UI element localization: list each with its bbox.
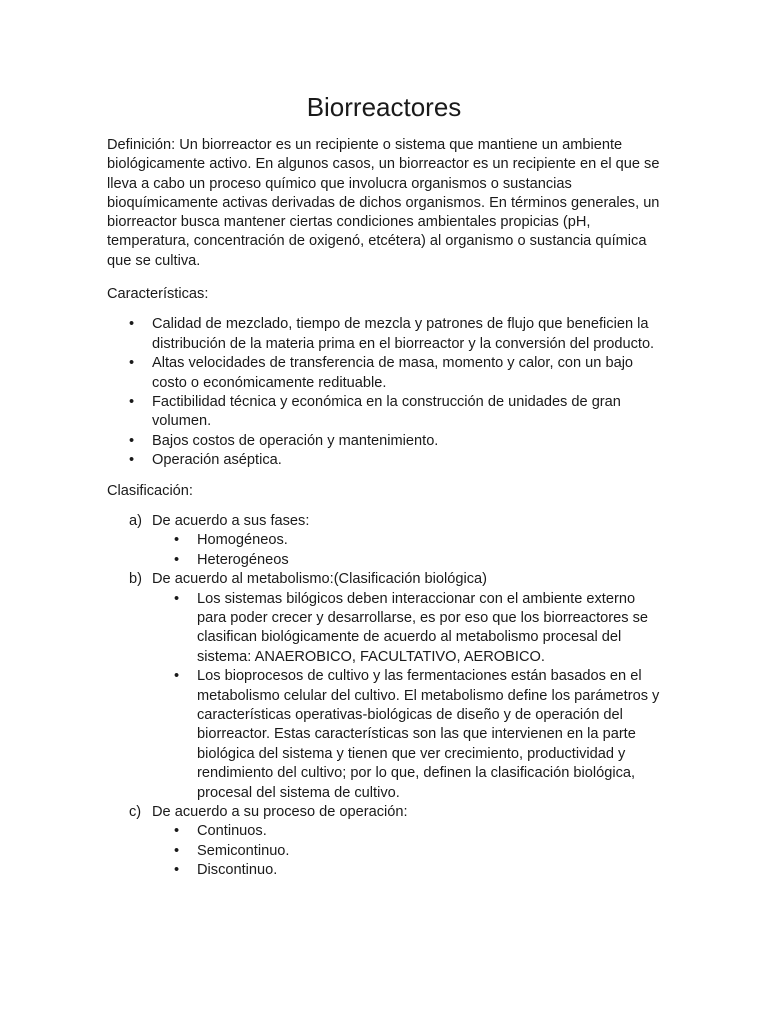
list-item: • Bajos costos de operación y mantenimiento. (107, 432, 667, 451)
sub-list (152, 590, 667, 803)
list-item: • Homogéneos. (152, 531, 667, 550)
document-body (107, 136, 667, 881)
list-marker: a) (129, 512, 142, 529)
list-item: • Factibilidad técnica y económica en la construcción de unidades de gran volumen. (107, 393, 667, 432)
characteristics-heading: Características: (107, 286, 209, 303)
list-item: • Altas velocidades de transferencia de masa, momento y calor, con un bajo costo o económicamente redituable. (107, 354, 667, 393)
classification-heading: Clasificación: (107, 482, 193, 499)
list-item: • Discontinuo. (152, 861, 667, 880)
list-marker: b) (129, 571, 142, 588)
list-item: • Operación aséptica. (107, 451, 667, 470)
list-item: • Calidad de mezclado, tiempo de mezcla y patrones de flujo que beneficien la distribución de la materia prima en el biorreactor y la conversión del producto. (107, 315, 667, 354)
classification-list (107, 512, 667, 881)
group-label: De acuerdo al metabolismo:(Clasificación biológica) (152, 571, 488, 588)
sub-list (152, 531, 667, 570)
classification-group-operation (107, 803, 667, 881)
classification-group-metabolism (107, 570, 667, 803)
list-item: • Continuos. (152, 822, 667, 841)
list-item: • Los bioprocesos de cultivo y las fermentaciones están basados en el metabolismo celular del cultivo. El metabolismo define los parámetros y características operativas-biológicas de diseño y de operación del biorreactor. Estas características son las que intervienen en la parte biológica del sistema y tienen que ver crecimiento, productividad y rendimiento del cultivo; por lo que, definen la clasificación biológica, procesal del sistema de cultivo. (152, 667, 667, 803)
list-item: • Heterogéneos (152, 551, 667, 570)
list-item: • Los sistemas bilógicos deben interaccionar con el ambiente externo para poder crecer y desarrollarse, es por eso que los biorreactores se clasifican biológicamente de acuerdo al metabolismo procesal del sistema: ANAEROBICO, FACULTATIVO, AEROBICO. (152, 590, 667, 668)
list-marker: c) (129, 804, 142, 821)
group-label: De acuerdo a sus fases: (152, 512, 310, 529)
sub-list (152, 822, 667, 880)
page-title: Biorreactores (306, 92, 462, 122)
group-label: De acuerdo a su proceso de operación: (152, 804, 408, 821)
definition-paragraph: Definición: Un biorreactor es un recipiente o sistema que mantiene un ambiente biológicamente activo. En algunos casos, un biorreactor es un recipiente en el que se lleva a cabo un proceso químico que involucra organismos o sustancias bioquímicamente activas derivadas de dichos organismos. En términos generales, un biorreactor busca mantener ciertas condiciones ambientales propicias (pH, temperatura, concentración de oxigenó, etcétera) al organismo o sustancia química que se cultiva. (107, 137, 660, 269)
list-item: • Semicontinuo. (152, 842, 667, 861)
characteristics-list (107, 315, 667, 470)
classification-group-phases (107, 512, 667, 570)
